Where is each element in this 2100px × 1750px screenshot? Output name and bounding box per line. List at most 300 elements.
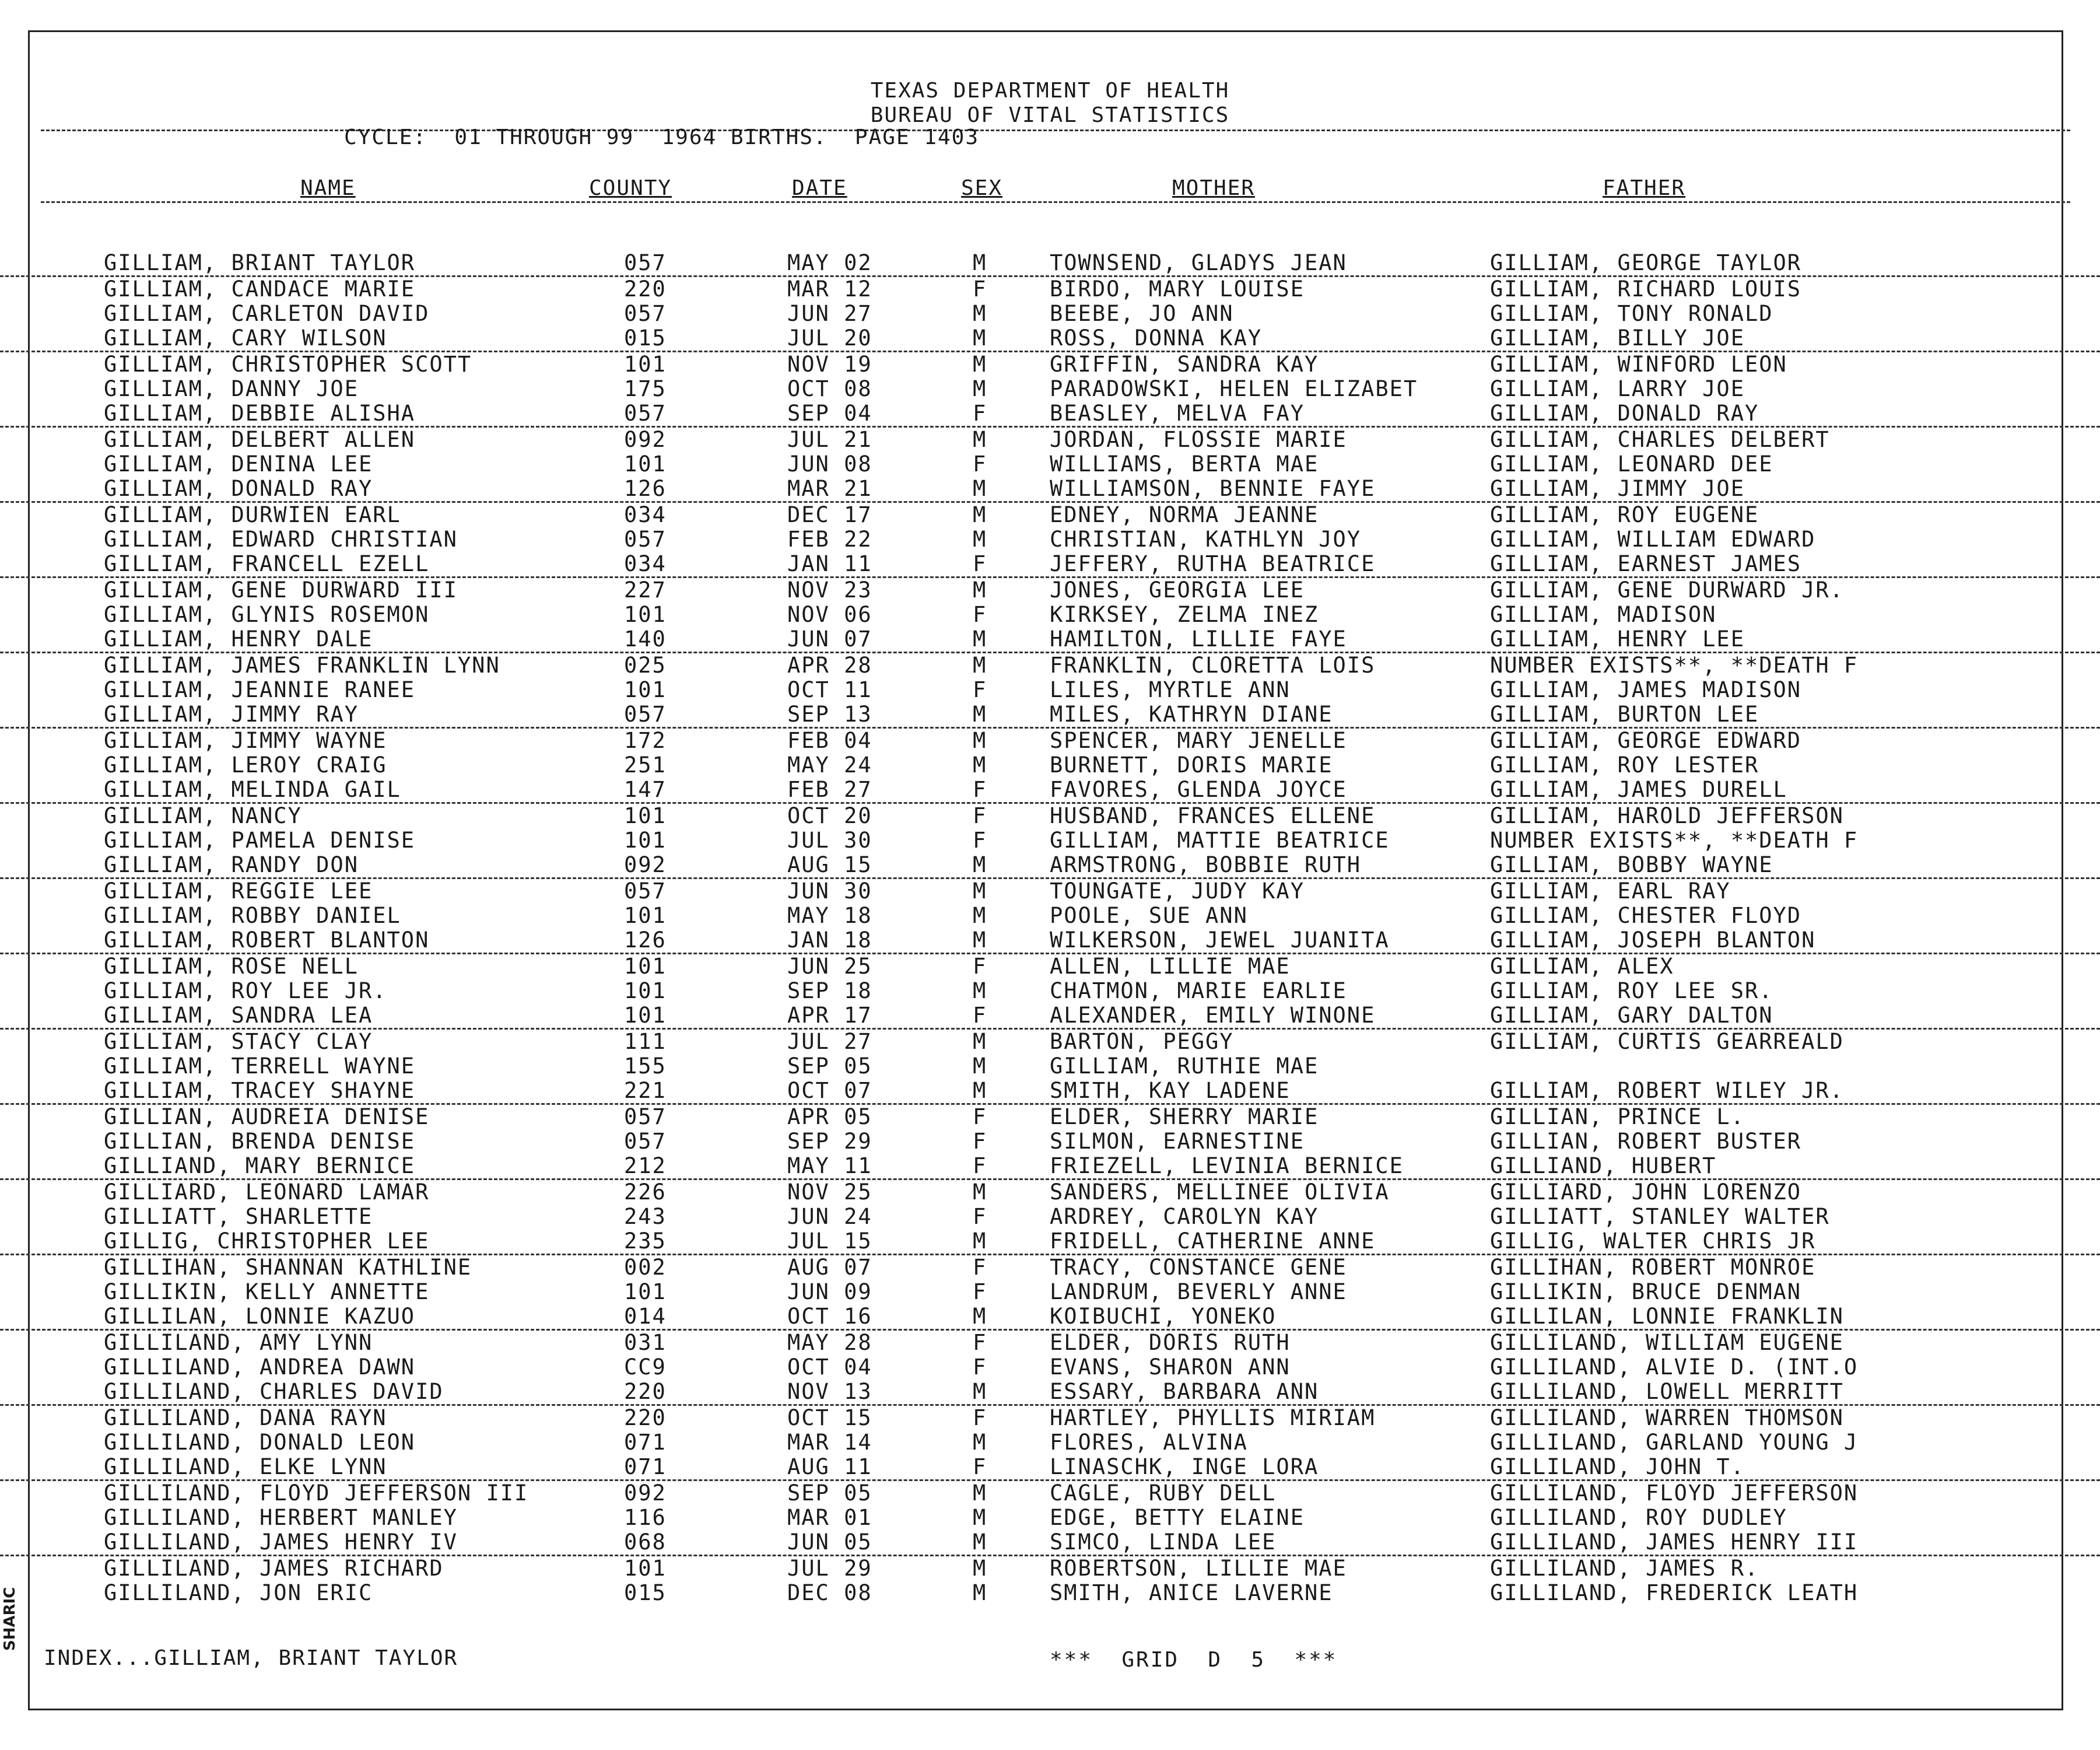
cell-name: GILLIAM, ROBBY DANIEL (104, 903, 401, 928)
cell-date: FEB 22 (787, 527, 872, 552)
cell-mother: FRIDELL, CATHERINE ANNE (1050, 1228, 1376, 1254)
cell-name: GILLIAM, DEBBIE ALISHA (104, 401, 416, 426)
cell-name: GILLILAND, JAMES HENRY IV (104, 1530, 458, 1555)
table-row (0, 1205, 2100, 1229)
cell-county: 101 (624, 452, 667, 477)
cell-father: NUMBER EXISTS**, **DEATH F (1490, 828, 1859, 853)
cell-sex: F (973, 276, 987, 302)
table-row (0, 853, 2100, 879)
cell-sex: M (973, 476, 987, 501)
cell-father: GILLILAND, JOHN T. (1490, 1454, 1745, 1479)
cell-county: 031 (624, 1330, 667, 1355)
cell-county: 140 (624, 626, 667, 652)
cell-father: GILLIAM, CURTIS GEARREALD (1490, 1029, 1844, 1054)
table-row (0, 1455, 2100, 1481)
cell-date: MAY 24 (787, 752, 872, 778)
cell-name: GILLIAM, ROBERT BLANTON (104, 928, 430, 953)
cell-father: GILLILAND, WILLIAM EUGENE (1490, 1330, 1844, 1355)
cell-sex: M (973, 626, 987, 652)
cell-mother: LINASCHK, INGE LORA (1050, 1454, 1319, 1479)
cell-date: AUG 07 (787, 1255, 872, 1280)
cell-county: CC9 (624, 1354, 667, 1380)
cell-mother: PARADOWSKI, HELEN ELIZABET (1050, 376, 1418, 401)
cell-father: GILLIAM, CHESTER FLOYD (1490, 903, 1802, 928)
column-header-date: DATE (792, 176, 847, 200)
cell-name: GILLIARD, LEONARD LAMAR (104, 1180, 430, 1205)
cell-name: GILLIAM, TRACEY SHAYNE (104, 1078, 416, 1103)
cell-name: GILLIAM, RANDY DON (104, 852, 359, 877)
cell-name: GILLILAND, AMY LYNN (104, 1330, 373, 1355)
cell-name: GILLIAM, CARY WILSON (104, 326, 387, 351)
cell-sex: M (973, 578, 987, 603)
cell-mother: JONES, GEORGIA LEE (1050, 578, 1305, 603)
cell-father: GILLIAM, CHARLES DELBERT (1490, 427, 1830, 452)
cell-name: GILLIAM, STACY CLAY (104, 1029, 373, 1054)
cell-county: 071 (624, 1430, 667, 1455)
cell-father: GILLIG, WALTER CHRIS JR (1490, 1228, 1816, 1254)
cell-sex: F (973, 1129, 987, 1154)
cell-date: JUL 30 (787, 828, 872, 853)
cell-mother: WILLIAMSON, BENNIE FAYE (1050, 476, 1376, 501)
cell-sex: M (973, 1029, 987, 1054)
cell-mother: SPENCER, MARY JENELLE (1050, 728, 1347, 753)
table-row (0, 1054, 2100, 1079)
cell-father: GILLIAM, ROY LEE SR. (1490, 978, 1773, 1003)
cell-name: GILLILAND, JAMES RICHARD (104, 1556, 444, 1581)
cell-name: GILLIAND, MARY BERNICE (104, 1153, 416, 1178)
cell-sex: F (973, 602, 987, 627)
table-row (0, 653, 2100, 678)
cell-name: GILLIAN, BRENDA DENISE (104, 1129, 416, 1154)
cycle-line: CYCLE: 01 THROUGH 99 1964 BIRTHS. PAGE 1403 (344, 125, 979, 149)
cell-county: 057 (624, 301, 667, 326)
cell-name: GILLIAM, DURWIEN EARL (104, 502, 401, 527)
cell-father: GILLIAM, MADISON (1490, 602, 1717, 627)
cell-mother: FLORES, ALVINA (1050, 1430, 1248, 1455)
cell-date: MAR 12 (787, 276, 872, 302)
cell-mother: KIRKSEY, ZELMA INEZ (1050, 602, 1319, 627)
cell-name: GILLIATT, SHARLETTE (104, 1204, 373, 1229)
table-row (0, 1280, 2100, 1304)
cell-sex: M (973, 427, 987, 452)
cell-sex: M (973, 1180, 987, 1205)
cell-father: GILLIAM, JAMES MADISON (1490, 677, 1802, 702)
table-row (0, 1255, 2100, 1280)
cell-mother: GILLIAM, MATTIE BEATRICE (1050, 828, 1390, 853)
cell-sex: M (973, 1430, 987, 1455)
cell-sex: F (973, 452, 987, 477)
cell-sex: M (973, 376, 987, 401)
table-row (0, 527, 2100, 552)
cell-sex: M (973, 1530, 987, 1555)
cell-date: JUL 27 (787, 1029, 872, 1054)
table-row (0, 804, 2100, 828)
cell-sex: F (973, 1279, 987, 1304)
cell-county: 175 (624, 376, 667, 401)
cell-sex: M (973, 326, 987, 351)
table-row (0, 702, 2100, 729)
cell-mother: TOWNSEND, GLADYS JEAN (1050, 250, 1347, 275)
cell-date: NOV 13 (787, 1379, 872, 1404)
cell-county: 057 (624, 878, 667, 904)
cell-date: NOV 06 (787, 602, 872, 627)
table-row (0, 503, 2100, 527)
cell-father: GILLIAM, ROBERT WILEY JR. (1490, 1078, 1844, 1103)
cell-date: SEP 05 (787, 1480, 872, 1506)
cell-county: 014 (624, 1304, 667, 1329)
cell-father: GILLIAM, HAROLD JEFFERSON (1490, 803, 1844, 828)
cell-date: APR 17 (787, 1003, 872, 1028)
cell-name: GILLIAM, JEANNIE RANEE (104, 677, 416, 702)
table-row (0, 1430, 2100, 1455)
cell-mother: ALLEN, LILLIE MAE (1050, 954, 1291, 979)
cell-date: NOV 19 (787, 352, 872, 377)
cell-name: GILLILAND, DANA RAYN (104, 1405, 387, 1430)
cell-county: 057 (624, 250, 667, 275)
cell-county: 101 (624, 803, 667, 828)
cell-father: GILLILAND, LOWELL MERRITT (1490, 1379, 1844, 1404)
cell-mother: JORDAN, FLOSSIE MARIE (1050, 427, 1347, 452)
cell-sex: F (973, 1454, 987, 1479)
cell-date: DEC 08 (787, 1580, 872, 1605)
cell-father: GILLIAM, GEORGE TAYLOR (1490, 250, 1802, 275)
cell-name: GILLIAM, BRIANT TAYLOR (104, 250, 416, 275)
cell-mother: GRIFFIN, SANDRA KAY (1050, 352, 1319, 377)
cell-father: GILLIAM, BOBBY WAYNE (1490, 852, 1773, 877)
bureau-title: BUREAU OF VITAL STATISTICS (870, 103, 1230, 127)
cell-name: GILLIAM, PAMELA DENISE (104, 828, 416, 853)
cell-sex: F (973, 803, 987, 828)
cell-county: 015 (624, 1580, 667, 1605)
cell-name: GILLIAM, JIMMY RAY (104, 702, 359, 727)
table-row (0, 979, 2100, 1003)
cell-sex: M (973, 1304, 987, 1329)
cell-mother: EDGE, BETTY ELAINE (1050, 1505, 1305, 1530)
table-row (0, 1129, 2100, 1154)
cell-county: 068 (624, 1530, 667, 1555)
table-row (0, 1556, 2100, 1581)
cell-name: GILLIAM, TERRELL WAYNE (104, 1054, 416, 1079)
cell-father: GILLILAND, JAMES R. (1490, 1556, 1759, 1581)
cell-date: MAR 01 (787, 1505, 872, 1530)
cell-name: GILLIAM, ROSE NELL (104, 954, 359, 979)
cell-date: SEP 13 (787, 702, 872, 727)
cell-name: GILLIAM, GENE DURWARD III (104, 578, 458, 603)
cell-sex: M (973, 728, 987, 753)
cell-county: 002 (624, 1255, 667, 1280)
cell-sex: F (973, 1405, 987, 1430)
cell-name: GILLIKIN, KELLY ANNETTE (104, 1279, 430, 1304)
cell-date: MAY 02 (787, 250, 872, 275)
cell-father: GILLILAND, GARLAND YOUNG J (1490, 1430, 1859, 1455)
table-row (0, 1331, 2100, 1355)
cell-mother: BEEBE, JO ANN (1050, 301, 1234, 326)
table-row (0, 1079, 2100, 1105)
cell-father: GILLIAM, TONY RONALD (1490, 301, 1773, 326)
table-row (0, 326, 2100, 352)
cell-father: GILLIAM, EARNEST JAMES (1490, 551, 1802, 576)
cell-father: GILLIATT, STANLEY WALTER (1490, 1204, 1830, 1229)
cell-date: FEB 04 (787, 728, 872, 753)
cell-father: GILLIARD, JOHN LORENZO (1490, 1180, 1802, 1205)
cell-name: GILLIAM, EDWARD CHRISTIAN (104, 527, 458, 552)
cell-father: GILLIAM, JAMES DURELL (1490, 777, 1787, 802)
table-row (0, 753, 2100, 778)
cell-name: GILLIAM, DANNY JOE (104, 376, 359, 401)
table-row (0, 828, 2100, 853)
cell-county: 101 (624, 602, 667, 627)
cell-date: JUN 05 (787, 1530, 872, 1555)
cell-county: 025 (624, 653, 667, 678)
cell-mother: BURNETT, DORIS MARIE (1050, 752, 1333, 778)
table-row (0, 251, 2100, 277)
table-row (0, 1304, 2100, 1331)
cell-mother: ELDER, SHERRY MARIE (1050, 1104, 1319, 1129)
cell-date: MAR 21 (787, 476, 872, 501)
cell-mother: BIRDO, MARY LOUISE (1050, 276, 1305, 302)
cell-sex: M (973, 1054, 987, 1079)
cell-date: AUG 11 (787, 1454, 872, 1479)
table-row (0, 1530, 2100, 1556)
cell-father: NUMBER EXISTS**, **DEATH F (1490, 653, 1859, 678)
cell-date: OCT 04 (787, 1354, 872, 1380)
table-row (0, 1506, 2100, 1530)
cell-name: GILLIAM, NANCY (104, 803, 302, 828)
table-row (0, 477, 2100, 503)
cell-father: GILLIAND, HUBERT (1490, 1153, 1717, 1178)
cell-county: 092 (624, 1480, 667, 1506)
table-row (0, 928, 2100, 954)
cell-name: GILLIAM, DONALD RAY (104, 476, 373, 501)
cell-county: 155 (624, 1054, 667, 1079)
cell-name: GILLILAND, FLOYD JEFFERSON III (104, 1480, 529, 1506)
cell-father: GILLIAM, JOSEPH BLANTON (1490, 928, 1816, 953)
cell-father: GILLIAM, ROY EUGENE (1490, 502, 1759, 527)
cell-date: JUN 25 (787, 954, 872, 979)
table-row (0, 1105, 2100, 1129)
cell-father: GILLILAN, LONNIE FRANKLIN (1490, 1304, 1844, 1329)
column-header-name: NAME (300, 176, 356, 200)
cell-mother: EDNEY, NORMA JEANNE (1050, 502, 1319, 527)
cell-mother: ELDER, DORIS RUTH (1050, 1330, 1291, 1355)
cell-county: 057 (624, 702, 667, 727)
cell-mother: ALEXANDER, EMILY WINONE (1050, 1003, 1376, 1028)
cell-father: GILLIAM, ALEX (1490, 954, 1674, 979)
cell-mother: GILLIAM, RUTHIE MAE (1050, 1054, 1319, 1079)
cell-mother: CHATMON, MARIE EARLIE (1050, 978, 1347, 1003)
cell-father: GILLIAM, LEONARD DEE (1490, 452, 1773, 477)
cell-father: GILLILAND, WARREN THOMSON (1490, 1405, 1844, 1430)
cell-name: GILLIAM, JIMMY WAYNE (104, 728, 387, 753)
grid-footer: *** GRID D 5 *** (1050, 1648, 1338, 1672)
cell-county: 220 (624, 276, 667, 302)
cell-sex: M (973, 502, 987, 527)
table-row (0, 452, 2100, 477)
cell-name: GILLIAM, JAMES FRANKLIN LYNN (104, 653, 500, 678)
cell-name: GILLIAM, GLYNIS ROSEMON (104, 602, 430, 627)
cell-county: 057 (624, 1129, 667, 1154)
table-row (0, 1003, 2100, 1030)
cell-mother: CAGLE, RUBY DELL (1050, 1480, 1277, 1506)
cell-mother: ROSS, DONNA KAY (1050, 326, 1263, 351)
cell-sex: F (973, 1104, 987, 1129)
cell-date: JUL 15 (787, 1228, 872, 1254)
table-row (0, 778, 2100, 804)
cell-name: GILLILAND, DONALD LEON (104, 1430, 416, 1455)
cell-mother: FAVORES, GLENDA JOYCE (1050, 777, 1347, 802)
cell-date: OCT 08 (787, 376, 872, 401)
cell-date: JUN 07 (787, 626, 872, 652)
cell-name: GILLIAM, CHRISTOPHER SCOTT (104, 352, 472, 377)
cell-sex: M (973, 978, 987, 1003)
cell-date: AUG 15 (787, 852, 872, 877)
cell-county: 101 (624, 1556, 667, 1581)
cell-county: 226 (624, 1180, 667, 1205)
cell-father: GILLIAM, GARY DALTON (1490, 1003, 1773, 1028)
column-header-father: FATHER (1603, 176, 1686, 200)
cell-name: GILLIAM, FRANCELL EZELL (104, 551, 430, 576)
cell-county: 101 (624, 903, 667, 928)
cell-county: 126 (624, 476, 667, 501)
cell-date: SEP 05 (787, 1054, 872, 1079)
column-header-divider (41, 201, 2070, 203)
cell-mother: HAMILTON, LILLIE FAYE (1050, 626, 1347, 652)
cell-county: 071 (624, 1454, 667, 1479)
cell-mother: TRACY, CONSTANCE GENE (1050, 1255, 1347, 1280)
cell-mother: MILES, KATHRYN DIANE (1050, 702, 1333, 727)
cell-county: 251 (624, 752, 667, 778)
cell-county: 092 (624, 852, 667, 877)
cell-mother: SIMCO, LINDA LEE (1050, 1530, 1277, 1555)
table-row (0, 552, 2100, 578)
cell-date: JAN 11 (787, 551, 872, 576)
cell-name: GILLIG, CHRISTOPHER LEE (104, 1228, 430, 1254)
cell-mother: CHRISTIAN, KATHLYN JOY (1050, 527, 1362, 552)
cell-county: 126 (624, 928, 667, 953)
cell-county: 220 (624, 1405, 667, 1430)
cell-name: GILLILAND, HERBERT MANLEY (104, 1505, 458, 1530)
table-row (0, 1154, 2100, 1180)
cell-mother: HARTLEY, PHYLLIS MIRIAM (1050, 1405, 1376, 1430)
table-row (0, 428, 2100, 452)
cell-date: JUN 24 (787, 1204, 872, 1229)
cell-father: GILLILAND, JAMES HENRY III (1490, 1530, 1859, 1555)
table-row (0, 954, 2100, 979)
cell-county: 221 (624, 1078, 667, 1103)
cell-date: JUN 09 (787, 1279, 872, 1304)
cell-county: 057 (624, 401, 667, 426)
cell-county: 235 (624, 1228, 667, 1254)
cell-father: GILLIAM, WINFORD LEON (1490, 352, 1787, 377)
table-row (0, 1581, 2100, 1605)
cell-mother: WILKERSON, JEWEL JUANITA (1050, 928, 1390, 953)
table-row (0, 603, 2100, 627)
cell-name: GILLIAM, REGGIE LEE (104, 878, 373, 904)
cell-county: 092 (624, 427, 667, 452)
column-header-county: COUNTY (589, 176, 672, 200)
table-row (0, 1380, 2100, 1406)
cell-name: GILLILAND, CHARLES DAVID (104, 1379, 444, 1404)
cell-county: 034 (624, 551, 667, 576)
cell-sex: M (973, 1480, 987, 1506)
cell-sex: M (973, 903, 987, 928)
cell-sex: F (973, 1354, 987, 1380)
cell-mother: ARMSTRONG, BOBBIE RUTH (1050, 852, 1362, 877)
cell-sex: F (973, 828, 987, 853)
cell-county: 101 (624, 352, 667, 377)
cell-name: GILLIAM, CARLETON DAVID (104, 301, 430, 326)
cell-date: APR 05 (787, 1104, 872, 1129)
cell-date: FEB 27 (787, 777, 872, 802)
cell-mother: LILES, MYRTLE ANN (1050, 677, 1291, 702)
table-row (0, 1406, 2100, 1430)
cell-county: 212 (624, 1153, 667, 1178)
cell-sex: M (973, 1379, 987, 1404)
index-footer: INDEX...GILLIAM, BRIANT TAYLOR (44, 1646, 458, 1670)
cell-mother: BARTON, PEGGY (1050, 1029, 1234, 1054)
cell-mother: KOIBUCHI, YONEKO (1050, 1304, 1277, 1329)
cell-county: 220 (624, 1379, 667, 1404)
cell-father: GILLIAM, BURTON LEE (1490, 702, 1759, 727)
cell-mother: POOLE, SUE ANN (1050, 903, 1248, 928)
cell-county: 243 (624, 1204, 667, 1229)
cell-date: JUN 27 (787, 301, 872, 326)
table-row (0, 401, 2100, 428)
cell-county: 101 (624, 828, 667, 853)
table-row (0, 277, 2100, 302)
cell-county: 101 (624, 954, 667, 979)
cell-mother: FRIEZELL, LEVINIA BERNICE (1050, 1153, 1404, 1178)
cell-date: MAR 14 (787, 1430, 872, 1455)
cell-father: GILLILAND, FREDERICK LEATH (1490, 1580, 1859, 1605)
cell-sex: F (973, 401, 987, 426)
cell-name: GILLIHAN, SHANNAN KATHLINE (104, 1255, 472, 1280)
table-row (0, 678, 2100, 702)
cell-name: GILLILAN, LONNIE KAZUO (104, 1304, 416, 1329)
table-row (0, 904, 2100, 928)
cell-sex: M (973, 752, 987, 778)
cell-sex: M (973, 1556, 987, 1581)
cell-sex: F (973, 1255, 987, 1280)
cell-date: OCT 11 (787, 677, 872, 702)
cell-father: GILLILAND, FLOYD JEFFERSON (1490, 1480, 1859, 1506)
cell-father: GILLIAM, GENE DURWARD JR. (1490, 578, 1844, 603)
cell-name: GILLIAM, DELBERT ALLEN (104, 427, 416, 452)
table-row (0, 1180, 2100, 1205)
cell-date: SEP 29 (787, 1129, 872, 1154)
cell-sex: F (973, 677, 987, 702)
cell-date: OCT 20 (787, 803, 872, 828)
cell-date: JUN 08 (787, 452, 872, 477)
cell-county: 172 (624, 728, 667, 753)
cell-county: 111 (624, 1029, 667, 1054)
cell-county: 101 (624, 978, 667, 1003)
cell-date: MAY 18 (787, 903, 872, 928)
cell-date: MAY 11 (787, 1153, 872, 1178)
cell-name: GILLIAN, AUDREIA DENISE (104, 1104, 430, 1129)
cell-mother: ESSARY, BARBARA ANN (1050, 1379, 1319, 1404)
table-row (0, 1229, 2100, 1255)
cell-name: GILLIAM, HENRY DALE (104, 626, 373, 652)
cell-name: GILLILAND, ANDREA DAWN (104, 1354, 416, 1380)
cell-name: GILLILAND, JON ERIC (104, 1580, 373, 1605)
column-header-sex: SEX (961, 176, 1003, 200)
cell-date: OCT 16 (787, 1304, 872, 1329)
cell-date: SEP 18 (787, 978, 872, 1003)
cell-county: 101 (624, 1279, 667, 1304)
cell-father: GILLIAM, WILLIAM EDWARD (1490, 527, 1816, 552)
cell-mother: SANDERS, MELLINEE OLIVIA (1050, 1180, 1390, 1205)
